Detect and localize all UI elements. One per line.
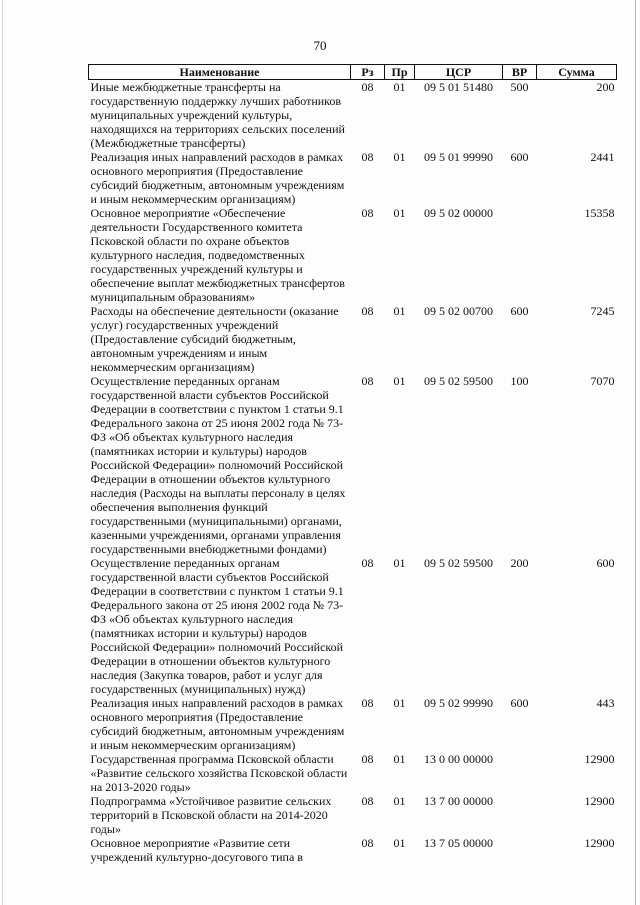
header-csr: ЦСР <box>415 65 503 80</box>
row-name: Расходы на обеспечение деятельности (оказание услуг) государственных учреждений (Предоставление субсидий бюджетным, автономным учреждениям и иным некоммерческим организациям) <box>90 304 339 374</box>
table-row <box>89 752 617 794</box>
row-name: Основное мероприятие «Обеспечение деятельности Государственного комитета Псковской области по охране объектов культурного наследия, подведомственных государственных учреждений культуры и обеспечение выплат межбюджетных трансфертов муниципальным образованиям» <box>90 206 345 304</box>
header-pr: Пр <box>385 65 415 80</box>
table-row <box>89 374 617 556</box>
row-name: Реализация иных направлений расходов в рамках основного мероприятия (Предоставление субсидий бюджетным, автономным учреждениям и иным некоммерческим организациям) <box>90 150 345 206</box>
row-sum: 600 <box>596 556 615 570</box>
budget-table <box>88 64 617 864</box>
row-sum: 443 <box>596 696 615 710</box>
row-pr: 01 <box>393 206 406 220</box>
row-rz: 08 <box>361 304 374 318</box>
table-row <box>89 80 617 151</box>
row-sum: 12900 <box>584 794 615 808</box>
row-sum: 7245 <box>590 304 615 318</box>
row-vr: 200 <box>510 556 529 570</box>
table-header-row <box>89 65 617 80</box>
table-row <box>89 794 617 836</box>
row-csr: 09 5 02 00000 <box>424 206 493 220</box>
scan-edge-left <box>2 0 3 905</box>
row-pr: 01 <box>393 150 406 164</box>
row-name: Подпрограмма «Устойчивое развитие сельских территорий в Псковской области на 2014-2020 годы» <box>90 794 332 836</box>
row-vr: 600 <box>510 304 529 318</box>
row-sum: 12900 <box>584 836 615 850</box>
row-sum: 15358 <box>584 206 615 220</box>
row-vr <box>503 794 537 836</box>
table-row <box>89 696 617 752</box>
row-vr: 100 <box>510 374 529 388</box>
row-csr: 09 5 01 99990 <box>424 150 493 164</box>
table-row <box>89 150 617 206</box>
row-csr: 09 5 02 59500 <box>424 556 493 570</box>
row-sum: 200 <box>596 80 615 94</box>
row-rz: 08 <box>361 836 374 850</box>
table-row <box>89 556 617 696</box>
row-rz: 08 <box>361 374 374 388</box>
header-rz: Рз <box>351 65 385 80</box>
row-csr: 09 5 02 99990 <box>424 696 493 710</box>
row-rz: 08 <box>361 80 374 94</box>
header-sum: Сумма <box>537 65 617 80</box>
row-csr: 13 0 00 00000 <box>424 752 493 766</box>
row-pr: 01 <box>393 374 406 388</box>
row-sum: 7070 <box>590 374 615 388</box>
row-csr: 13 7 00 00000 <box>424 794 493 808</box>
row-pr: 01 <box>393 794 406 808</box>
row-sum: 2441 <box>590 150 615 164</box>
table-row <box>89 836 617 864</box>
row-vr: 500 <box>510 80 529 94</box>
row-vr <box>503 752 537 794</box>
row-csr: 09 5 01 51480 <box>424 80 493 94</box>
row-name: Основное мероприятие «Развитие сети учреждений культурно-досугового типа в <box>90 836 303 864</box>
row-pr: 01 <box>393 696 406 710</box>
row-rz: 08 <box>361 696 374 710</box>
header-name: Наименование <box>89 65 351 80</box>
row-csr: 13 7 05 00000 <box>424 836 493 850</box>
row-pr: 01 <box>393 752 406 766</box>
row-name: Реализация иных направлений расходов в рамках основного мероприятия (Предоставление субсидий бюджетным, автономным учреждениям и иным некоммерческим организациям) <box>90 696 345 752</box>
row-name: Иные межбюджетные трансферты на государственную поддержку лучших работников муниципальных учреждений культуры, находящихся на территориях сельских поселений (Межбюджетные трансферты) <box>90 80 345 150</box>
row-csr: 09 5 02 59500 <box>424 374 493 388</box>
row-pr: 01 <box>393 304 406 318</box>
row-rz: 08 <box>361 150 374 164</box>
row-name: Осуществление переданных органам государственной власти субъектов Российской Федерации в соответствии с пунктом 1 статьи 9.1 Федерального закона от 25 июня 2002 года № 73-ФЗ «Об объектах культурного наследия (памятниках истории и культуры) народов Российской Федерации» полномочий Российской Федерации в отношении объектов культурного наследия (Закупка товаров, работ и услуг для государственных (муниципальных) нужд) <box>90 556 344 696</box>
row-vr: 600 <box>510 150 529 164</box>
row-pr: 01 <box>393 556 406 570</box>
row-vr: 600 <box>510 696 529 710</box>
row-sum: 12900 <box>584 752 615 766</box>
row-rz: 08 <box>361 794 374 808</box>
row-vr <box>503 206 537 304</box>
header-vr: ВР <box>503 65 537 80</box>
row-pr: 01 <box>393 80 406 94</box>
page-number: 70 <box>313 38 327 53</box>
row-rz: 08 <box>361 206 374 220</box>
row-pr: 01 <box>393 836 406 850</box>
table-row <box>89 206 617 304</box>
scan-edge-right <box>635 0 636 905</box>
row-name: Осуществление переданных органам государственной власти субъектов Российской Федерации в соответствии с пунктом 1 статьи 9.1 Федерального закона от 25 июня 2002 года № 73-ФЗ «Об объектах культурного наследия (памятниках истории и культуры) народов Российской Федерации» полномочий Российской Федерации в отношении объектов культурного наследия (Расходы на выплаты персоналу в целях обеспечения выполнения функций государственными (муниципальными) органами, казенными учреждениями, органами управления государственными внебюджетными фондами) <box>90 374 346 556</box>
row-rz: 08 <box>361 556 374 570</box>
table-row <box>89 304 617 374</box>
row-vr <box>503 836 537 864</box>
row-rz: 08 <box>361 752 374 766</box>
row-name: Государственная программа Псковской области «Развитие сельского хозяйства Псковской области на 2013-2020 годы» <box>90 752 348 794</box>
row-csr: 09 5 02 00700 <box>424 304 493 318</box>
